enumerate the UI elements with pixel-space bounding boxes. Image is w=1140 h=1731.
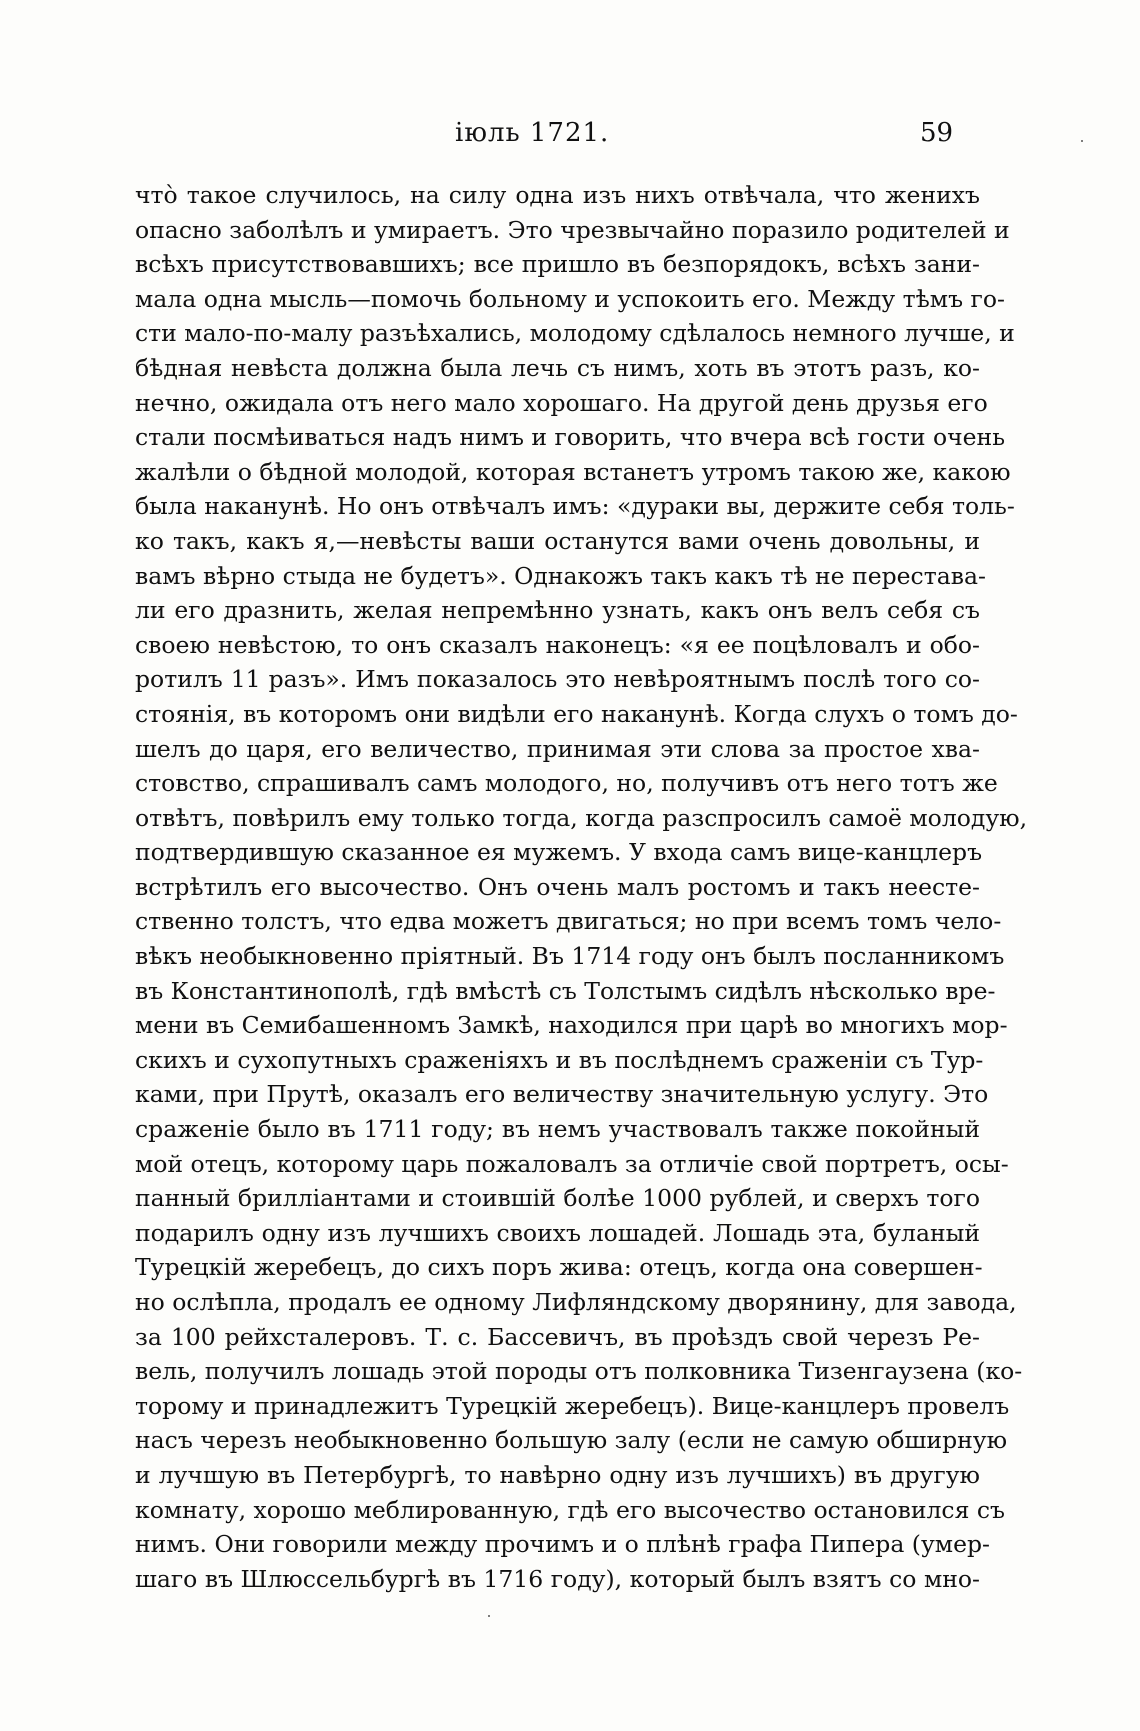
text-line: стовство, спрашивалъ самъ молодого, но, получивъ отъ него тотъ же xyxy=(135,769,998,798)
text-line: сти мало-по-малу разъѣхались, молодому сдѣлалось немного лучше, и xyxy=(135,319,1015,348)
text-line: торому и принадлежитъ Турецкій жеребецъ). Вице-канцлеръ провелъ xyxy=(135,1391,1010,1420)
text-line: но ослѣпла, продалъ ее одному Лифляндскому дворянину, для завода, xyxy=(135,1288,1017,1316)
text-line: нимъ. Они говорили между прочимъ и о плѣнѣ графа Пипера (умер- xyxy=(135,1530,990,1559)
text-line: жалѣли о бѣдной молодой, которая встанетъ утромъ такою же, какою xyxy=(135,457,1011,486)
text-line: ротилъ 11 разъ». Имъ показалось это невѣроятнымъ послѣ того со- xyxy=(135,665,980,694)
body-text xyxy=(135,178,1028,1596)
text-line: и лучшую въ Петербургѣ, то навѣрно одну изъ лучшихъ) въ другую xyxy=(135,1460,980,1489)
text-line: вель, получилъ лошадь этой породы отъ полковника Тизенгаузена (ко- xyxy=(135,1357,1023,1386)
text-line: шелъ до царя, его величество, принимая эти слова за простое хва- xyxy=(135,734,980,763)
text-line: стали посмѣиваться надъ нимъ и говорить, что вчера всѣ гости очень xyxy=(135,423,1006,452)
text-line: мени въ Семибашенномъ Замкѣ, находился при царѣ во многихъ мор- xyxy=(135,1011,1008,1040)
text-line: подарилъ одну изъ лучшихъ своихъ лошадей. Лошадь эта, буланый xyxy=(135,1218,980,1247)
paper-speck xyxy=(488,1615,490,1617)
text-line: была наканунѣ. Но онъ отвѣчалъ имъ: «дураки вы, держите себя толь- xyxy=(135,492,1015,521)
text-line: своею невѣстою, то онъ сказалъ наконецъ: «я ее поцѣловалъ и обо- xyxy=(135,630,980,659)
text-line: Турецкій жеребецъ, до сихъ поръ жива: отецъ, когда она совершен- xyxy=(135,1253,983,1282)
text-line: стоянія, въ которомъ они видѣли его наканунѣ. Когда слухъ о томъ до- xyxy=(135,699,1018,728)
page-number: 59 xyxy=(920,118,954,148)
text-line: ственно толстъ, что едва можетъ двигаться; но при всемъ томъ чело- xyxy=(135,907,1002,936)
text-line: вѣкъ необыкновенно пріятный. Въ 1714 году онъ былъ посланникомъ xyxy=(135,942,1005,971)
text-line: за 100 рейхсталеровъ. Т. с. Бассевичъ, въ проѣздъ свой черезъ Ре- xyxy=(135,1322,980,1351)
text-line: ли его дразнить, желая непремѣнно узнать, какъ онъ велъ себя съ xyxy=(135,596,980,625)
text-line: опасно заболѣлъ и умираетъ. Это чрезвычайно поразило родителей и xyxy=(135,215,1010,244)
running-title: іюль 1721. xyxy=(455,118,610,148)
running-head xyxy=(0,118,1140,158)
text-line: нечно, ожидала отъ него мало хорошаго. На другой день друзья его xyxy=(135,388,988,417)
text-line: насъ черезъ необыкновенно большую залу (если не самую обширную xyxy=(135,1426,1008,1455)
text-line: ками, при Прутѣ, оказалъ его величеству значительную услугу. Это xyxy=(135,1080,989,1109)
text-line: шаго въ Шлюссельбургѣ въ 1716 году), который былъ взятъ со мно- xyxy=(135,1564,980,1593)
text-line: всѣхъ присутствовавшихъ; все пришло въ безпорядокъ, всѣхъ зани- xyxy=(135,250,980,279)
text-line: вамъ вѣрно стыда не будетъ». Однакожъ такъ какъ тѣ не перестава- xyxy=(135,561,986,590)
text-line: мой отецъ, которому царь пожаловалъ за отличіе свой портретъ, осы- xyxy=(135,1149,1009,1178)
text-line: отвѣтъ, повѣрилъ ему только тогда, когда разспросилъ самоё молодую, xyxy=(135,803,1028,832)
text-line: скихъ и сухопутныхъ сраженіяхъ и въ послѣднемъ сраженіи съ Тур- xyxy=(135,1045,984,1074)
text-line: панный брилліантами и стоившій болѣе 1000 рублей, и сверхъ того xyxy=(135,1184,980,1213)
text-line: въ Константинополѣ, гдѣ вмѣстѣ съ Толстымъ сидѣлъ нѣсколько вре- xyxy=(135,976,996,1005)
text-line: встрѣтилъ его высочество. Онъ очень малъ ростомъ и такъ неесте- xyxy=(135,872,980,901)
text-line: ко такъ, какъ я,—невѣсты ваши останутся вами очень довольны, и xyxy=(135,526,980,555)
text-line: что̀ такое случилось, на силу одна изъ нихъ отвѣчала, что женихъ xyxy=(135,181,980,209)
text-line: бѣдная невѣста должна была лечь съ нимъ, хоть въ этотъ разъ, ко- xyxy=(135,353,980,382)
text-line: комнату, хорошо меблированную, гдѣ его высочество остановился съ xyxy=(135,1495,1006,1524)
text-line: сраженіе было въ 1711 году; въ немъ участвовалъ также покойный xyxy=(135,1115,980,1144)
paper-speck xyxy=(1081,140,1083,142)
text-line: мала одна мысль—помочь больному и успокоить его. Между тѣмъ го- xyxy=(135,284,1005,313)
text-line: подтвердившую сказанное ея мужемъ. У входа самъ вице-канцлеръ xyxy=(135,838,983,867)
